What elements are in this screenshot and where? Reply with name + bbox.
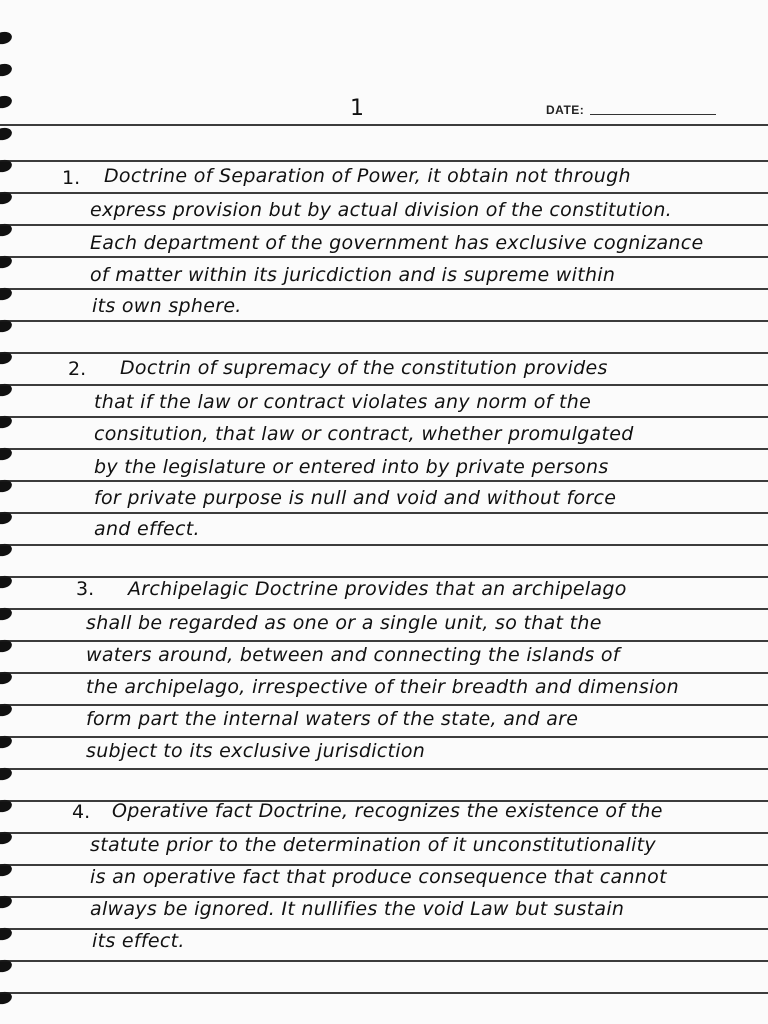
ruled-line [0, 640, 768, 642]
note-line: Operative fact Doctrine, recognizes the existence of the [112, 800, 663, 822]
note-line: its own sphere. [92, 295, 242, 317]
ruled-line [0, 352, 768, 354]
note-number: 4. [72, 801, 91, 823]
ruled-line [0, 320, 768, 322]
ruled-line [0, 256, 768, 258]
ruled-line [0, 992, 768, 994]
note-line: shall be regarded as one or a single unit, so that the [86, 612, 602, 634]
note-line: by the legislature or entered into by private persons [94, 456, 609, 478]
note-line: express provision but by actual division of the constitution. [90, 199, 672, 221]
ruled-line [0, 288, 768, 290]
date-label: DATE: [546, 103, 585, 117]
note-line: consitution, that law or contract, whether promulgated [94, 423, 634, 445]
ruled-line [0, 960, 768, 962]
ruled-line [0, 192, 768, 194]
note-line: of matter within its juricdiction and is supreme within [90, 264, 616, 286]
ruled-line [0, 416, 768, 418]
ruled-line [0, 544, 768, 546]
ruled-line [0, 384, 768, 386]
note-number: 3. [76, 578, 95, 600]
note-line: the archipelago, irrespective of their breadth and dimension [86, 676, 679, 698]
ruled-line [0, 704, 768, 706]
note-number: 1. [62, 167, 81, 189]
note-line: that if the law or contract violates any norm of the [94, 391, 592, 413]
ruled-line [0, 480, 768, 482]
ruled-line [0, 512, 768, 514]
note-line: is an operative fact that produce consequence that cannot [90, 866, 667, 888]
note-line: statute prior to the determination of it unconstitutionality [90, 834, 656, 856]
ruled-line [0, 224, 768, 226]
ruled-line [0, 736, 768, 738]
note-line: Doctrine of Separation of Power, it obtain not through [104, 165, 631, 187]
binding-hole [0, 62, 13, 77]
note-line: for private purpose is null and void and without force [94, 487, 617, 509]
binding-hole [0, 126, 13, 141]
ruled-line [0, 672, 768, 674]
note-line: and effect. [94, 518, 200, 540]
note-line: Archipelagic Doctrine provides that an archipelago [128, 578, 627, 600]
note-line: Doctrin of supremacy of the constitution provides [120, 357, 608, 379]
ruled-line [0, 768, 768, 770]
note-line: form part the internal waters of the state, and are [86, 708, 579, 730]
date-underline [590, 114, 716, 115]
ruled-line [0, 124, 768, 126]
note-line: subject to its exclusive jurisdiction [86, 740, 426, 762]
note-line: always be ignored. It nullifies the void Law but sustain [90, 898, 625, 920]
binding-hole [0, 30, 13, 45]
page-number: 1 [350, 96, 364, 121]
ruled-line [0, 160, 768, 162]
binding-hole [0, 94, 13, 109]
note-line: its effect. [92, 930, 185, 952]
ruled-line [0, 608, 768, 610]
ruled-line [0, 448, 768, 450]
note-line: waters around, between and connecting the islands of [86, 644, 620, 666]
note-line: Each department of the government has exclusive cognizance [90, 232, 704, 254]
note-number: 2. [68, 358, 87, 380]
